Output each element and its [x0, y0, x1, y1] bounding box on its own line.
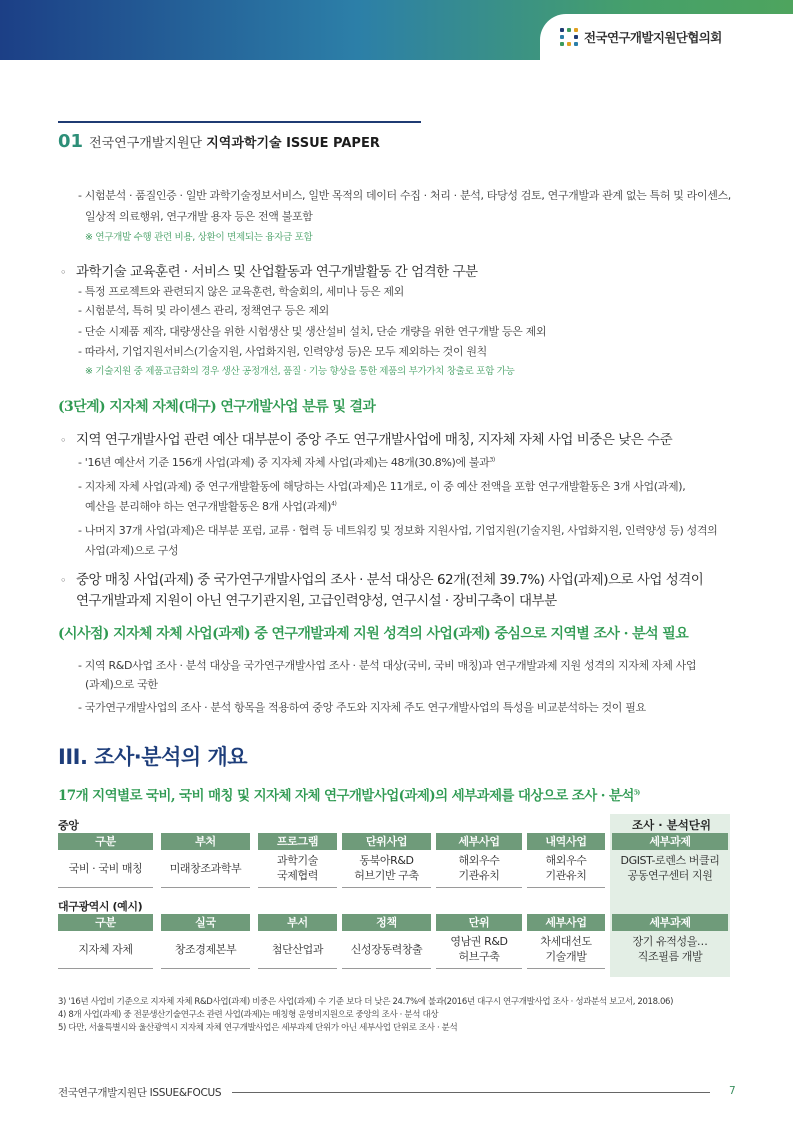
table2-cell-6-line-0: 장기 유적성을…: [632, 935, 708, 948]
table2-cell-5-line-1: 기술개발: [545, 950, 587, 963]
table2-cell: [58, 932, 153, 966]
table1-cell: [342, 851, 431, 885]
table2-cell: [161, 932, 250, 966]
bullet-2-item-3a: - 나머지 37개 사업(과제)은 대부분 포럼, 교류 · 협력 등 네트워킹 및 정보화 지원사업, 기업지원(기술지원, 사업화지원, 인력양성 등) 성격의: [78, 524, 718, 537]
footer-text: 전국연구개발지원단 ISSUE&FOCUS: [58, 1087, 222, 1099]
table1-rule: [342, 887, 431, 888]
table2-rule: [258, 968, 337, 969]
table2-header-0: 구분: [58, 914, 153, 931]
table1-cell: [527, 851, 605, 885]
table2-rule: [436, 968, 522, 969]
bullet-2-item-3b: 사업(과제)으로 구성: [85, 544, 179, 557]
table1-cell-6-line-1: 공동연구센터 지원: [627, 869, 713, 882]
table2-rule: [58, 968, 153, 969]
org-tab: [540, 14, 793, 60]
bullet-2: [60, 428, 672, 448]
bullet-2-item-1: [78, 454, 495, 470]
implication-item-1a: - 지역 R&D사업 조사 · 분석 대상을 국가연구개발사업 조사 · 분석 대상(국비, 국비 매칭)과 연구개발과제 지원 성격의 지자체 자체 사업: [78, 659, 697, 672]
table2-header-5: 세부사업: [527, 914, 605, 931]
page-number: 7: [729, 1085, 736, 1097]
table1-rule: [436, 887, 522, 888]
footnote-5: 5) 다만, 서울특별시와 울산광역시 지자체 자체 연구개발사업은 세부과제 단위가 아닌 세부사업 단위로 조사 · 분석: [58, 1023, 458, 1033]
table2-rule: [161, 968, 250, 969]
top-item-2: 일상적 의료행위, 연구개발 용자 등은 전액 불포함: [85, 210, 313, 223]
header-rule: [58, 121, 421, 123]
footnote-4: 4) 8개 사업(과제) 중 전문생산기술연구소 관련 사업(과제)는 매칭형 운영비지원으로 중앙의 조사 · 분석 대상: [58, 1010, 439, 1020]
table2-header-2: 부서: [258, 914, 337, 931]
bullet-2-item-2b-text: 예산을 분리해야 하는 연구개발활동은 8개 사업(과제): [85, 500, 332, 513]
footnote-ref-3: 3): [489, 456, 495, 464]
org-name: 전국연구개발지원단협의회: [584, 30, 722, 45]
bullet-1-text: 과학기술 교육훈련 · 서비스 및 산업활동과 연구개발활동 간 엄격한 구분: [76, 264, 478, 280]
bullet-1-item-2: - 시험분석, 특허 및 라이센스 관리, 정책연구 등은 제외: [78, 304, 329, 317]
top-item-1: - 시험분석 · 품질인증 · 일반 과학기술정보서비스, 일반 목적의 데이터 수집 · 처리 · 분석, 타당성 검토, 연구개발과 관계 없는 특허 및 라이센스,: [78, 189, 731, 202]
implication-heading: (시사점) 지자체 자체 사업(과제) 중 연구개발과제 지원 성격의 사업(과제) 중심으로 지역별 조사 · 분석 필요: [58, 626, 689, 642]
table1-rule: [527, 887, 605, 888]
bullet-1: [60, 260, 478, 280]
bullet-2-item-1-text: - '16년 예산서 기준 156개 사업(과제) 중 지자체 자체 사업(과제)는 48개(30.8%)에 불과: [78, 456, 490, 469]
footnote-ref-4: 4): [331, 500, 337, 508]
table2-cell-2-line-0: 첨단산업과: [271, 942, 324, 956]
table1-cell-2-line-0: 과학기술: [277, 854, 318, 867]
bullet-1-item-4: - 따라서, 기업지원서비스(기술지원, 사업화지원, 인력양성 등)은 모두 제외하는 것이 원칙: [78, 345, 487, 358]
table1-header-3: 단위사업: [342, 833, 431, 850]
bullet-icon: ◦: [60, 266, 66, 279]
table1-header-6: 세부과제: [612, 833, 728, 850]
table2-cell-3-line-0: 신성장동력창출: [350, 942, 423, 956]
footer-rule: [232, 1092, 710, 1093]
table1-rule: [58, 887, 153, 888]
section-subtitle: [58, 784, 640, 804]
bullet-3: [60, 568, 703, 588]
top-note: ※ 연구개발 수행 관련 비용, 상환이 면제되는 융자금 포함: [85, 232, 313, 243]
table1-header-0: 구분: [58, 833, 153, 850]
table1-cell-4-line-0: 해외우수: [458, 854, 500, 867]
table2-label: 대구광역시 (예시): [58, 900, 143, 913]
table1-cell: [258, 851, 337, 885]
table2-cell-5-line-0: 차세대선도: [540, 935, 592, 948]
table2-cell-4-line-0: 영남권 R&D: [450, 935, 508, 948]
page-header: [58, 131, 380, 152]
header-number: 01: [58, 131, 84, 152]
table2-header-4: 단위: [436, 914, 522, 931]
table2-cell: [342, 932, 431, 966]
table1-rule: [161, 887, 250, 888]
table2-cell-1-line-0: 창조경제본부: [174, 942, 237, 956]
bullet-2-item-2a: - 지자체 자체 사업(과제) 중 연구개발활동에 해당하는 사업(과제)은 11개로, 이 중 예산 전액을 포함 연구개발활동은 3개 사업(과제),: [78, 480, 686, 493]
implication-item-1b: (과제)으로 국한: [85, 678, 158, 691]
bullet-1-item-3: - 단순 시제품 제작, 대량생산을 위한 시험생산 및 생산설비 설치, 단순 개량을 위한 연구개발 등은 제외: [78, 325, 547, 338]
footnote-ref-5: 5): [633, 789, 640, 797]
table1-cell: [161, 851, 250, 885]
header-text: 전국연구개발지원단: [89, 136, 207, 151]
bullet-3-line-2: 연구개발과제 지원이 아닌 연구기관지원, 고급인력양성, 연구시설 · 장비구축이 대부분: [76, 593, 557, 609]
table1-header-4: 세부사업: [436, 833, 522, 850]
table1-cell-3-line-0: 동북아R&D: [359, 854, 414, 867]
table1-cell-5-line-0: 해외우수: [545, 854, 587, 867]
table1-cell-6-line-0: DGIST-로렌스 버클리: [620, 854, 720, 867]
bullet-icon: ◦: [60, 434, 66, 447]
table2-cell: [612, 932, 728, 966]
table1-header-1: 부처: [161, 833, 250, 850]
header-title: 지역과학기술 ISSUE PAPER: [206, 136, 380, 151]
implication-item-2: - 국가연구개발사업의 조사 · 분석 항목을 적용하여 중앙 주도와 지자체 주도 연구개발사업의 특성을 비교분석하는 것이 필요: [78, 701, 646, 714]
bullet-3-line-1: 중앙 매칭 사업(과제) 중 국가연구개발사업의 조사 · 분석 대상은 62개(전체 39.7%) 사업(과제)으로 사업 성격이: [76, 572, 704, 588]
bullet-1-note: ※ 기술지원 중 제품고급화의 경우 생산 공정개선, 품질 · 기능 향상을 통한 제품의 부가가치 창출로 포함 가능: [85, 366, 515, 377]
table2-rule: [527, 968, 605, 969]
table1-header-2: 프로그램: [258, 833, 337, 850]
bullet-2-item-2b: [85, 498, 337, 514]
table2-cell-0-line-0: 지자체 자체: [78, 942, 133, 956]
table1-label: 중앙: [58, 819, 79, 832]
table1-header-5: 내역사업: [527, 833, 605, 850]
section-title: III. 조사·분석의 개요: [58, 745, 248, 769]
table2-header-6: 세부과제: [612, 914, 728, 931]
table2-cell-6-line-1: 직조필름 개발: [637, 950, 703, 963]
table2-cell: [258, 932, 337, 966]
section-subtitle-text: 17개 지역별로 국비, 국비 매칭 및 지자체 자체 연구개발사업(과제)의 세부과제를 대상으로 조사 · 분석: [58, 788, 634, 804]
table1-cell: [612, 851, 728, 885]
bullet-2-text: 지역 연구개발사업 관련 예산 대부분이 중앙 주도 연구개발사업에 매칭, 지자체 자체 사업 비중은 낮은 수준: [76, 432, 673, 448]
table1-cell-0-line-0: 국비 · 국비 매칭: [68, 861, 143, 875]
table1-cell-3-line-1: 허브기반 구축: [354, 869, 419, 882]
table2-cell: [436, 932, 522, 966]
table1-rule: [258, 887, 337, 888]
table2-cell-4-line-1: 허브구축: [458, 950, 500, 963]
table1-cell-5-line-1: 기관유치: [545, 869, 587, 882]
footnote-3: 3) '16년 사업비 기준으로 지자체 자체 R&D사업(과제) 비중은 사업(과제) 수 기준 보다 더 낮은 24.7%에 불과(2016년 대구시 연구개발사업 조사 · 성과분석 보고서, 2018.06): [58, 997, 674, 1007]
table2-header-3: 정책: [342, 914, 431, 931]
bullet-1-item-1: - 특정 프로젝트와 관련되지 않은 교육훈련, 학술회의, 세미나 등은 제외: [78, 285, 404, 298]
table1-cell-2-line-1: 국제협력: [277, 869, 318, 882]
table2-rule: [342, 968, 431, 969]
analysis-unit-label: 조사 · 분석단위: [632, 818, 712, 832]
org-logo-icon: [560, 28, 578, 46]
table1-cell: [436, 851, 522, 885]
table1-cell: [58, 851, 153, 885]
table2-header-1: 실국: [161, 914, 250, 931]
bullet-icon: ◦: [60, 574, 66, 587]
table1-cell-4-line-1: 기관유치: [458, 869, 500, 882]
table2-cell: [527, 932, 605, 966]
step3-heading: (3단계) 지자체 자체(대구) 연구개발사업 분류 및 결과: [58, 399, 376, 415]
table1-cell-1-line-0: 미래창조과학부: [169, 861, 242, 875]
